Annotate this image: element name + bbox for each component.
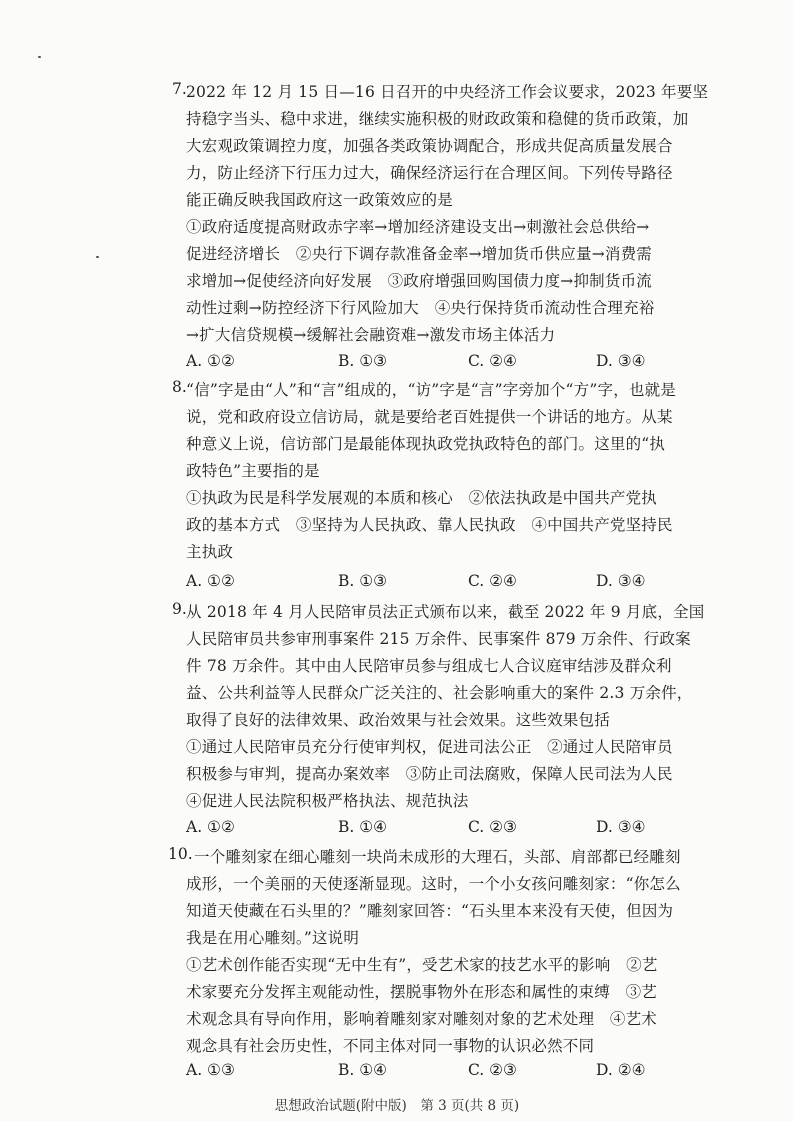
- option-d: D. ③④: [596, 572, 646, 590]
- option-a: A. ①②: [186, 818, 235, 836]
- option-c: C. ②③: [468, 1061, 517, 1079]
- question-line: 从 2018 年 4 月人民陪审员法正式颁布以来，截至 2022 年 9 月底，全国: [186, 603, 705, 621]
- choice-statements: 政的基本方式 ③坚持为人民执政、靠人民执政 ④中国共产党坚持民: [186, 516, 673, 534]
- choice-statements: ①艺术创作能否实现“无中生有”，受艺术家的技艺水平的影响 ②艺: [186, 956, 658, 974]
- option-a: A. ①②: [186, 352, 235, 370]
- question-line: 2022 年 12 月 15 日—16 日召开的中央经济工作会议要求，2023 年要坚: [186, 83, 709, 101]
- question-number: 9.: [172, 600, 187, 618]
- scan-speck: [38, 56, 41, 58]
- choice-statements: →扩大信贷规模→缓解社会融资难→激发市场主体活力: [186, 326, 556, 344]
- choice-statements: ①执政为民是科学发展观的本质和核心 ②依法执政是中国共产党执: [186, 489, 658, 507]
- option-d: D. ②④: [596, 1061, 646, 1079]
- question-line: 人民陪审员共参审刑事案件 215 万余件、民事案件 879 万余件、行政案: [186, 630, 691, 648]
- question-number: 8.: [172, 378, 187, 396]
- question-line: 力，防止经济下行压力过大，确保经济运行在合理区间。下列传导路径: [186, 164, 673, 182]
- option-c: C. ②④: [468, 352, 517, 370]
- option-b: B. ①④: [338, 1061, 388, 1079]
- question-line: 大宏观政策调控力度，加强各类政策协调配合，形成共促高质量发展合: [186, 137, 673, 155]
- choice-statements: 求增加→促使经济向好发展 ③政府增强回购国债力度→抑制货币流: [186, 272, 652, 290]
- question-number: 10.: [168, 845, 193, 863]
- question-line: 知道天使藏在石头里的？”雕刻家回答：“石头里本来没有天使，但因为: [186, 902, 674, 920]
- option-d: D. ③④: [596, 352, 646, 370]
- option-b: B. ①③: [338, 572, 388, 590]
- choice-statements: 动性过剩→防控经济下行风险加大 ④央行保持货币流动性合理充裕: [186, 299, 655, 317]
- option-b: B. ①③: [338, 352, 388, 370]
- option-c: C. ②④: [468, 572, 517, 590]
- choice-statements: 术观念具有导向作用，影响着雕刻家对雕刻对象的艺术处理 ④艺术: [186, 1010, 658, 1028]
- choice-statements: 促进经济增长 ②央行下调存款准备金率→增加货币供应量→消费需: [186, 245, 652, 263]
- question-number: 7.: [172, 80, 187, 98]
- page-footer: 思想政治试题(附中版) 第 3 页(共 8 页): [274, 1098, 520, 1114]
- option-d: D. ③④: [596, 818, 646, 836]
- question-line: 取得了良好的法律效果、政治效果与社会效果。这些效果包括: [186, 711, 610, 729]
- choice-statements: ①政府适度提高财政赤字率→增加经济建设支出→刺激社会总供给→: [186, 218, 650, 236]
- choice-statements: 主执政: [186, 543, 234, 561]
- choice-statements: ①通过人民陪审员充分行使审判权，促进司法公正 ②通过人民陪审员: [186, 738, 673, 756]
- option-a: A. ①②: [186, 572, 235, 590]
- question-line: 成形，一个美丽的天使逐渐显现。这时，一个小女孩问雕刻家：“你怎么: [186, 875, 681, 893]
- question-line: “信”字是由“人”和“言”组成的，“访”字是“言”字旁加个“方”字，也就是: [186, 381, 676, 399]
- question-line: 一个雕刻家在细心雕刻一块尚未成形的大理石，头部、肩部都已经雕刻: [194, 848, 681, 866]
- choice-statements: 观念具有社会历史性，不同主体对同一事物的认识必然不同: [186, 1037, 595, 1055]
- question-line: 政特色”主要指的是: [186, 462, 320, 480]
- choice-statements: 术家要充分发挥主观能动性，摆脱事物外在形态和属性的束缚 ③艺: [186, 983, 658, 1001]
- option-a: A. ①③: [186, 1061, 235, 1079]
- option-c: C. ②③: [468, 818, 517, 836]
- choice-statements: ④促进人民法院积极严格执法、规范执法: [186, 792, 469, 810]
- question-line: 说，党和政府设立信访局，就是要给老百姓提供一个讲话的地方。从某: [186, 408, 673, 426]
- question-line: 能正确反映我国政府这一政策效应的是: [186, 191, 453, 209]
- scan-speck: [96, 256, 99, 258]
- question-line: 我是在用心雕刻。”这说明: [186, 929, 360, 947]
- question-line: 种意义上说，信访部门是最能体现执政党执政特色的部门。这里的“执: [186, 435, 666, 453]
- choice-statements: 积极参与审判，提高办案效率 ③防止司法腐败，保障人民司法为人民: [186, 765, 673, 783]
- question-line: 件 78 万余件。其中由人民陪审员参与组成七人合议庭审结涉及群众利: [186, 657, 672, 675]
- question-line: 益、公共利益等人民群众广泛关注的、社会影响重大的案件 2.3 万余件，: [186, 684, 693, 702]
- option-b: B. ①④: [338, 818, 388, 836]
- question-line: 持稳字当头、稳中求进，继续实施积极的财政政策和稳健的货币政策，加: [186, 110, 689, 128]
